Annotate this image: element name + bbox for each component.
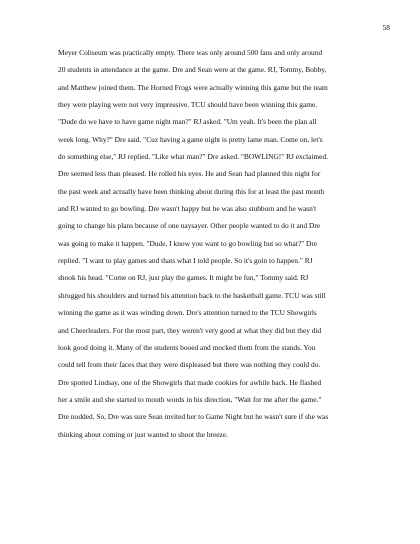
- text-line: going to change his plans because of one naysayer. Other people wanted to do it and Dre: [58, 221, 321, 231]
- text-line: thinking about coming or just wanted to shoot the breeze.: [58, 429, 228, 439]
- text-line: winning the game as it was winding down. Dre's attention turned to the TCU Showgirls: [58, 308, 317, 318]
- text-line: replied. "I want to play games and thats what I told people. So it's goin to happen." RJ: [58, 256, 313, 266]
- text-line: shook his head. "Come on RJ, just play the games. It might be fun," Tommy said. RJ: [58, 273, 309, 283]
- text-line: and Matthew joined them. The Horned Frogs were actually winning this game but the team: [58, 82, 328, 92]
- text-line: the past week and actually have been thinking about during this for at least the past month: [58, 186, 325, 196]
- body-text: [58, 44, 328, 443]
- text-line: look good doing it. Many of the students booed and mocked them from the stands. You: [58, 342, 316, 352]
- text-line: shrugged his shoulders and turned his attention back to the basketball game. TCU was still: [58, 290, 326, 300]
- text-line: Dre seemed less than pleased. He rolled his eyes. He and Sean had planned this night for: [58, 169, 321, 179]
- page-number: 58: [382, 23, 390, 32]
- text-line: and Cheerleaders. For the most part, they weren't very good at what they did but they did: [58, 325, 322, 335]
- text-line: do something else," RJ replied. "Like what man?" Dre asked. "BOWLING!" RJ exclaimed.: [58, 152, 328, 162]
- text-line: they were playing were not very impressive. TCU should have been winning this game.: [58, 100, 318, 110]
- text-line: was going to make it happen. "Dude, I know you want to go bowling but so what?" Dre: [58, 238, 318, 248]
- text-line: "Dude do we have to have game night man?" RJ asked. "Um yeah. It's been the plan all: [58, 117, 317, 127]
- text-line: her a smile and she started to mouth words in his direction, "Wait for me after the game.": [58, 394, 322, 404]
- text-line: 20 students in attendance at the game. Dre and Sean were at the game. RJ, Tommy, Bobby,: [58, 65, 327, 75]
- text-line: Dre nodded. So, Dre was sure Sean invited her to Game Night but he wasn't sure if she was: [58, 412, 329, 422]
- text-line: could tell from their faces that they were displeased but there was nothing they could do.: [58, 360, 321, 370]
- text-line: week long. Why?" Dre said. "Cuz having a game night is pretty lame man. Come on, let's: [58, 134, 323, 144]
- text-line: Meyer Coliseum was practically empty. There was only around 500 fans and only around: [58, 48, 323, 57]
- text-line: Dre spotted Lindsay, one of the Showgirls that made cookies for awhile back. He flashed: [58, 377, 322, 387]
- text-line: and RJ wanted to go bowling. Dre wasn't happy but he was also stubborn and he wasn't: [58, 204, 317, 214]
